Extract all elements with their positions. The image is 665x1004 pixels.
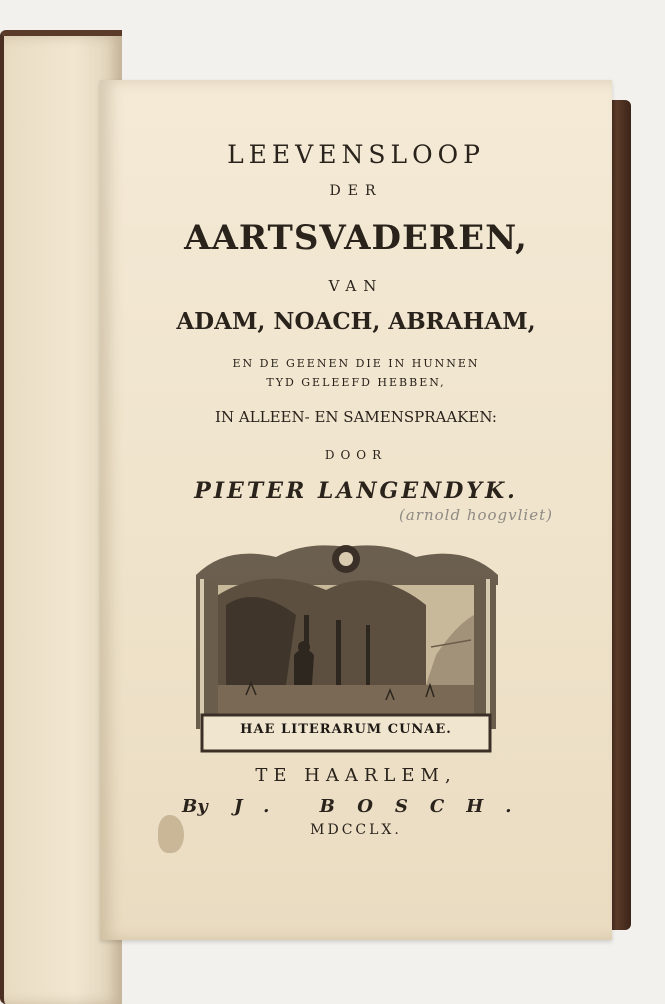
vignette-motto: HAE LITERARUM CUNAE.: [240, 722, 452, 737]
printer-name: J. BOSCH.: [234, 796, 534, 817]
author-name: PIETER LANGENDYK.: [194, 478, 518, 504]
title-line-8: IN ALLEEN- EN SAMENSPRAAKEN:: [215, 408, 497, 426]
title-line-9: DOOR: [324, 448, 388, 462]
pencil-note: (arnold hoogvliet): [399, 506, 553, 524]
title-line-7: TYD GELEEFD HEBBEN,: [266, 376, 446, 389]
title-line-1: LEEVENSLOOP: [227, 140, 485, 169]
publication-year: MDCCLX.: [310, 822, 402, 838]
title-line-2: DER: [329, 183, 383, 199]
title-line-6: EN DE GEENEN DIE IN HUNNEN: [232, 357, 480, 370]
title-line-4: VAN: [328, 277, 384, 295]
title-line-5: ADAM, NOACH, ABRAHAM,: [176, 308, 536, 335]
paper-stain: [158, 815, 184, 853]
place-line: TE HAARLEM,: [255, 765, 457, 786]
title-line-3: AARTSVADEREN,: [184, 218, 528, 258]
title-page: [100, 80, 612, 940]
printer-line: [182, 796, 534, 820]
by-word: By: [182, 796, 208, 817]
